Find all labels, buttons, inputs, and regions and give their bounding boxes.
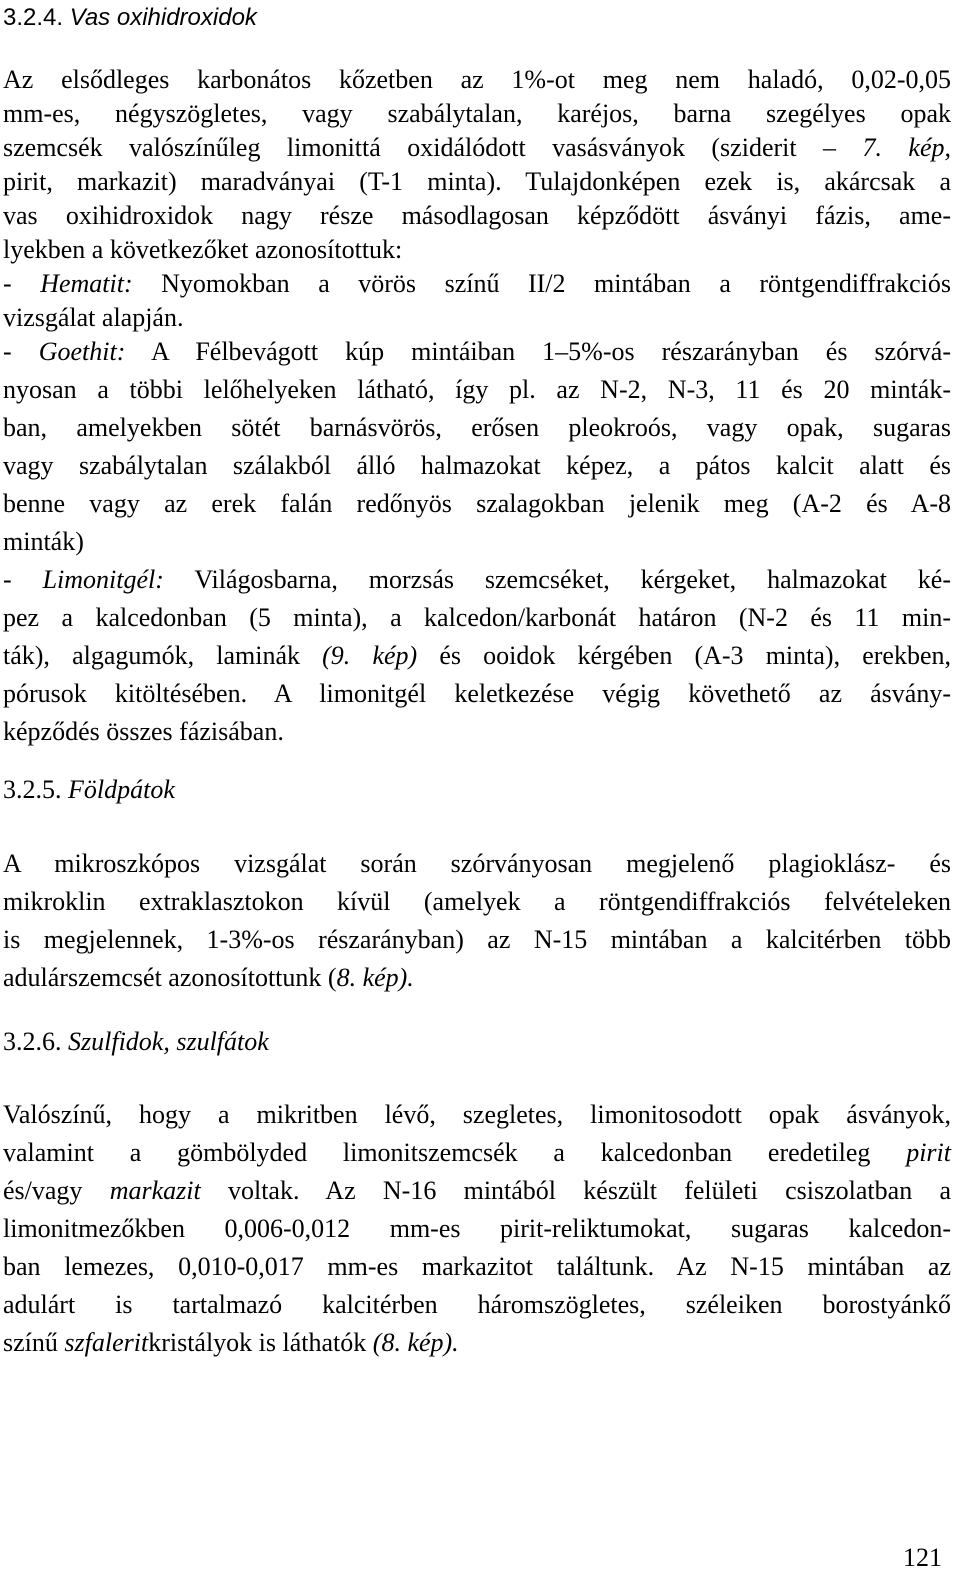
- text-run: kristályok is láthatók: [148, 1328, 373, 1357]
- text-run: adulárszemcsét azonosítottunk (: [3, 963, 337, 992]
- list-item-goethit: [3, 334, 951, 370]
- text-run: lyekben a következőket azonosítottuk:: [3, 235, 403, 264]
- text-run: és ooidok kérgében (A-3 minta), erekben,: [417, 641, 951, 670]
- text-run: képződés összes fázisában.: [3, 717, 284, 746]
- text-run: 3.2.4.: [3, 4, 70, 31]
- italic-run: szfalerit: [64, 1328, 149, 1357]
- text-line: [3, 62, 951, 98]
- text-run: nyosan a többi lelőhelyeken látható, így pl. az N-2, N-3, 11 és 20 minták-: [3, 375, 951, 404]
- text-run: szemcsék valószínűleg limonittá oxidálódott vasásványok (sziderit –: [3, 133, 863, 162]
- italic-run: 7. kép,: [862, 133, 951, 162]
- text-line: [3, 130, 951, 166]
- italic-run: (9. kép): [322, 641, 418, 670]
- heading-3-2-4: [3, 0, 257, 36]
- italic-run: 8. kép).: [336, 963, 414, 992]
- text-line: [3, 164, 951, 200]
- text-line: [3, 638, 951, 674]
- text-run: pirit, markazit) maradványai (T-1 minta). Tulajdonképen ezek is, akárcsak a: [3, 167, 951, 196]
- text-run: -: [3, 269, 41, 298]
- text-run: ták), algagumók, laminák: [3, 641, 323, 670]
- text-line: [3, 410, 951, 446]
- text-line: [3, 198, 951, 234]
- italic-run: Limonitgél:: [42, 565, 164, 594]
- italic-run: markazit: [109, 1176, 201, 1205]
- text-line: [3, 1097, 951, 1133]
- italic-run: Hematit:: [40, 269, 133, 298]
- text-line: [3, 232, 402, 268]
- text-line: [3, 714, 284, 750]
- italic-run: (8. kép).: [372, 1328, 459, 1357]
- text-run: színű: [3, 1328, 65, 1357]
- list-item-limonitgel: [3, 562, 951, 598]
- text-run: vagy szabálytalan szálakból álló halmazokat képez, a pátos kalcit alatt és: [3, 451, 951, 480]
- text-run: Világosbarna, morzsás szemcséket, kérgeket, halmazokat ké-: [163, 565, 951, 594]
- text-line: [3, 524, 84, 560]
- italic-run: Goethit:: [38, 337, 126, 366]
- heading-3-2-5: [3, 772, 175, 808]
- text-run: Az elsődleges karbonátos kőzetben az 1%-ot meg nem haladó, 0,02-0,05: [3, 65, 951, 94]
- text-line: [3, 1249, 951, 1285]
- text-line: [3, 1211, 951, 1247]
- text-line: [3, 676, 951, 712]
- text-run: A mikroszkópos vizsgálat során szórványosan megjelenő plagioklász- és: [3, 849, 951, 878]
- list-item-hematit: [3, 266, 951, 302]
- text-line: [3, 922, 951, 958]
- text-run: pórusok kitöltésében. A limonitgél keletkezése végig követhető az ásvány-: [3, 679, 951, 708]
- text-line: [3, 372, 951, 408]
- text-run: A Félbevágott kúp mintáiban 1–5%-os részarányban és szórvá-: [125, 337, 951, 366]
- text-line: [3, 884, 951, 920]
- text-run: limonitmezőkben 0,006-0,012 mm-es pirit-reliktumokat, sugaras kalcedon-: [3, 1214, 951, 1243]
- text-line: [3, 1325, 459, 1361]
- page-number: 121: [903, 1543, 942, 1572]
- text-line: [3, 448, 951, 484]
- text-run: 3.2.6.: [3, 1027, 68, 1056]
- text-run: voltak. Az N-16 mintából készült felületi csiszolatban a: [200, 1176, 952, 1205]
- text-run: -: [3, 337, 39, 366]
- text-run: benne vagy az erek falán redőnyös szalagokban jelenik meg (A-2 és A-8: [3, 489, 951, 518]
- text-run: vizsgálat alapján.: [3, 303, 184, 332]
- text-line: [3, 846, 951, 882]
- text-run: mikroklin extraklasztokon kívül (amelyek a röntgendiffrakciós felvételeken: [3, 887, 951, 916]
- text-run: Nyomokban a vörös színű II/2 mintában a röntgendiffrakciós: [132, 269, 951, 298]
- text-line: [3, 486, 951, 522]
- italic-run: Földpátok: [68, 775, 175, 804]
- text-line: [3, 1173, 951, 1209]
- text-run: 3.2.5.: [3, 775, 68, 804]
- text-run: ban, amelyekben sötét barnásvörös, erősen pleokroós, vagy opak, sugaras: [3, 413, 951, 442]
- text-run: minták): [3, 527, 84, 556]
- text-run: ban lemezes, 0,010-0,017 mm-es markazitot találtunk. Az N-15 mintában az: [3, 1252, 951, 1281]
- text-run: is megjelennek, 1-3%-os részarányban) az N-15 mintában a kalcitérben több: [3, 925, 951, 954]
- text-run: pez a kalcedonban (5 minta), a kalcedon/karbonát határon (N-2 és 11 min-: [3, 603, 951, 632]
- text-run: vas oxihidroxidok nagy része másodlagosan képződött ásványi fázis, ame-: [3, 201, 951, 230]
- text-run: mm-es, négyszögletes, vagy szabálytalan, karéjos, barna szegélyes opak: [3, 99, 951, 128]
- text-line: [3, 960, 414, 996]
- text-run: Valószínű, hogy a mikritben lévő, szegletes, limonitosodott opak ásványok,: [3, 1100, 951, 1129]
- text-run: és/vagy: [3, 1176, 110, 1205]
- heading-3-2-6: [3, 1024, 269, 1060]
- italic-run: Vas oxihidroxidok: [69, 4, 257, 31]
- italic-run: pirit: [906, 1138, 951, 1167]
- text-line: [3, 96, 951, 132]
- text-line: [3, 600, 951, 636]
- text-run: -: [3, 565, 43, 594]
- text-run: valamint a gömbölyded limonitszemcsék a kalcedonban eredetileg: [3, 1138, 907, 1167]
- text-line: [3, 300, 183, 336]
- text-line: [3, 1135, 951, 1171]
- text-line: [3, 1287, 951, 1323]
- text-run: adulárt is tartalmazó kalcitérben háromszögletes, széleiken borostyánkő: [3, 1290, 951, 1319]
- italic-run: Szulfidok, szulfátok: [68, 1027, 269, 1056]
